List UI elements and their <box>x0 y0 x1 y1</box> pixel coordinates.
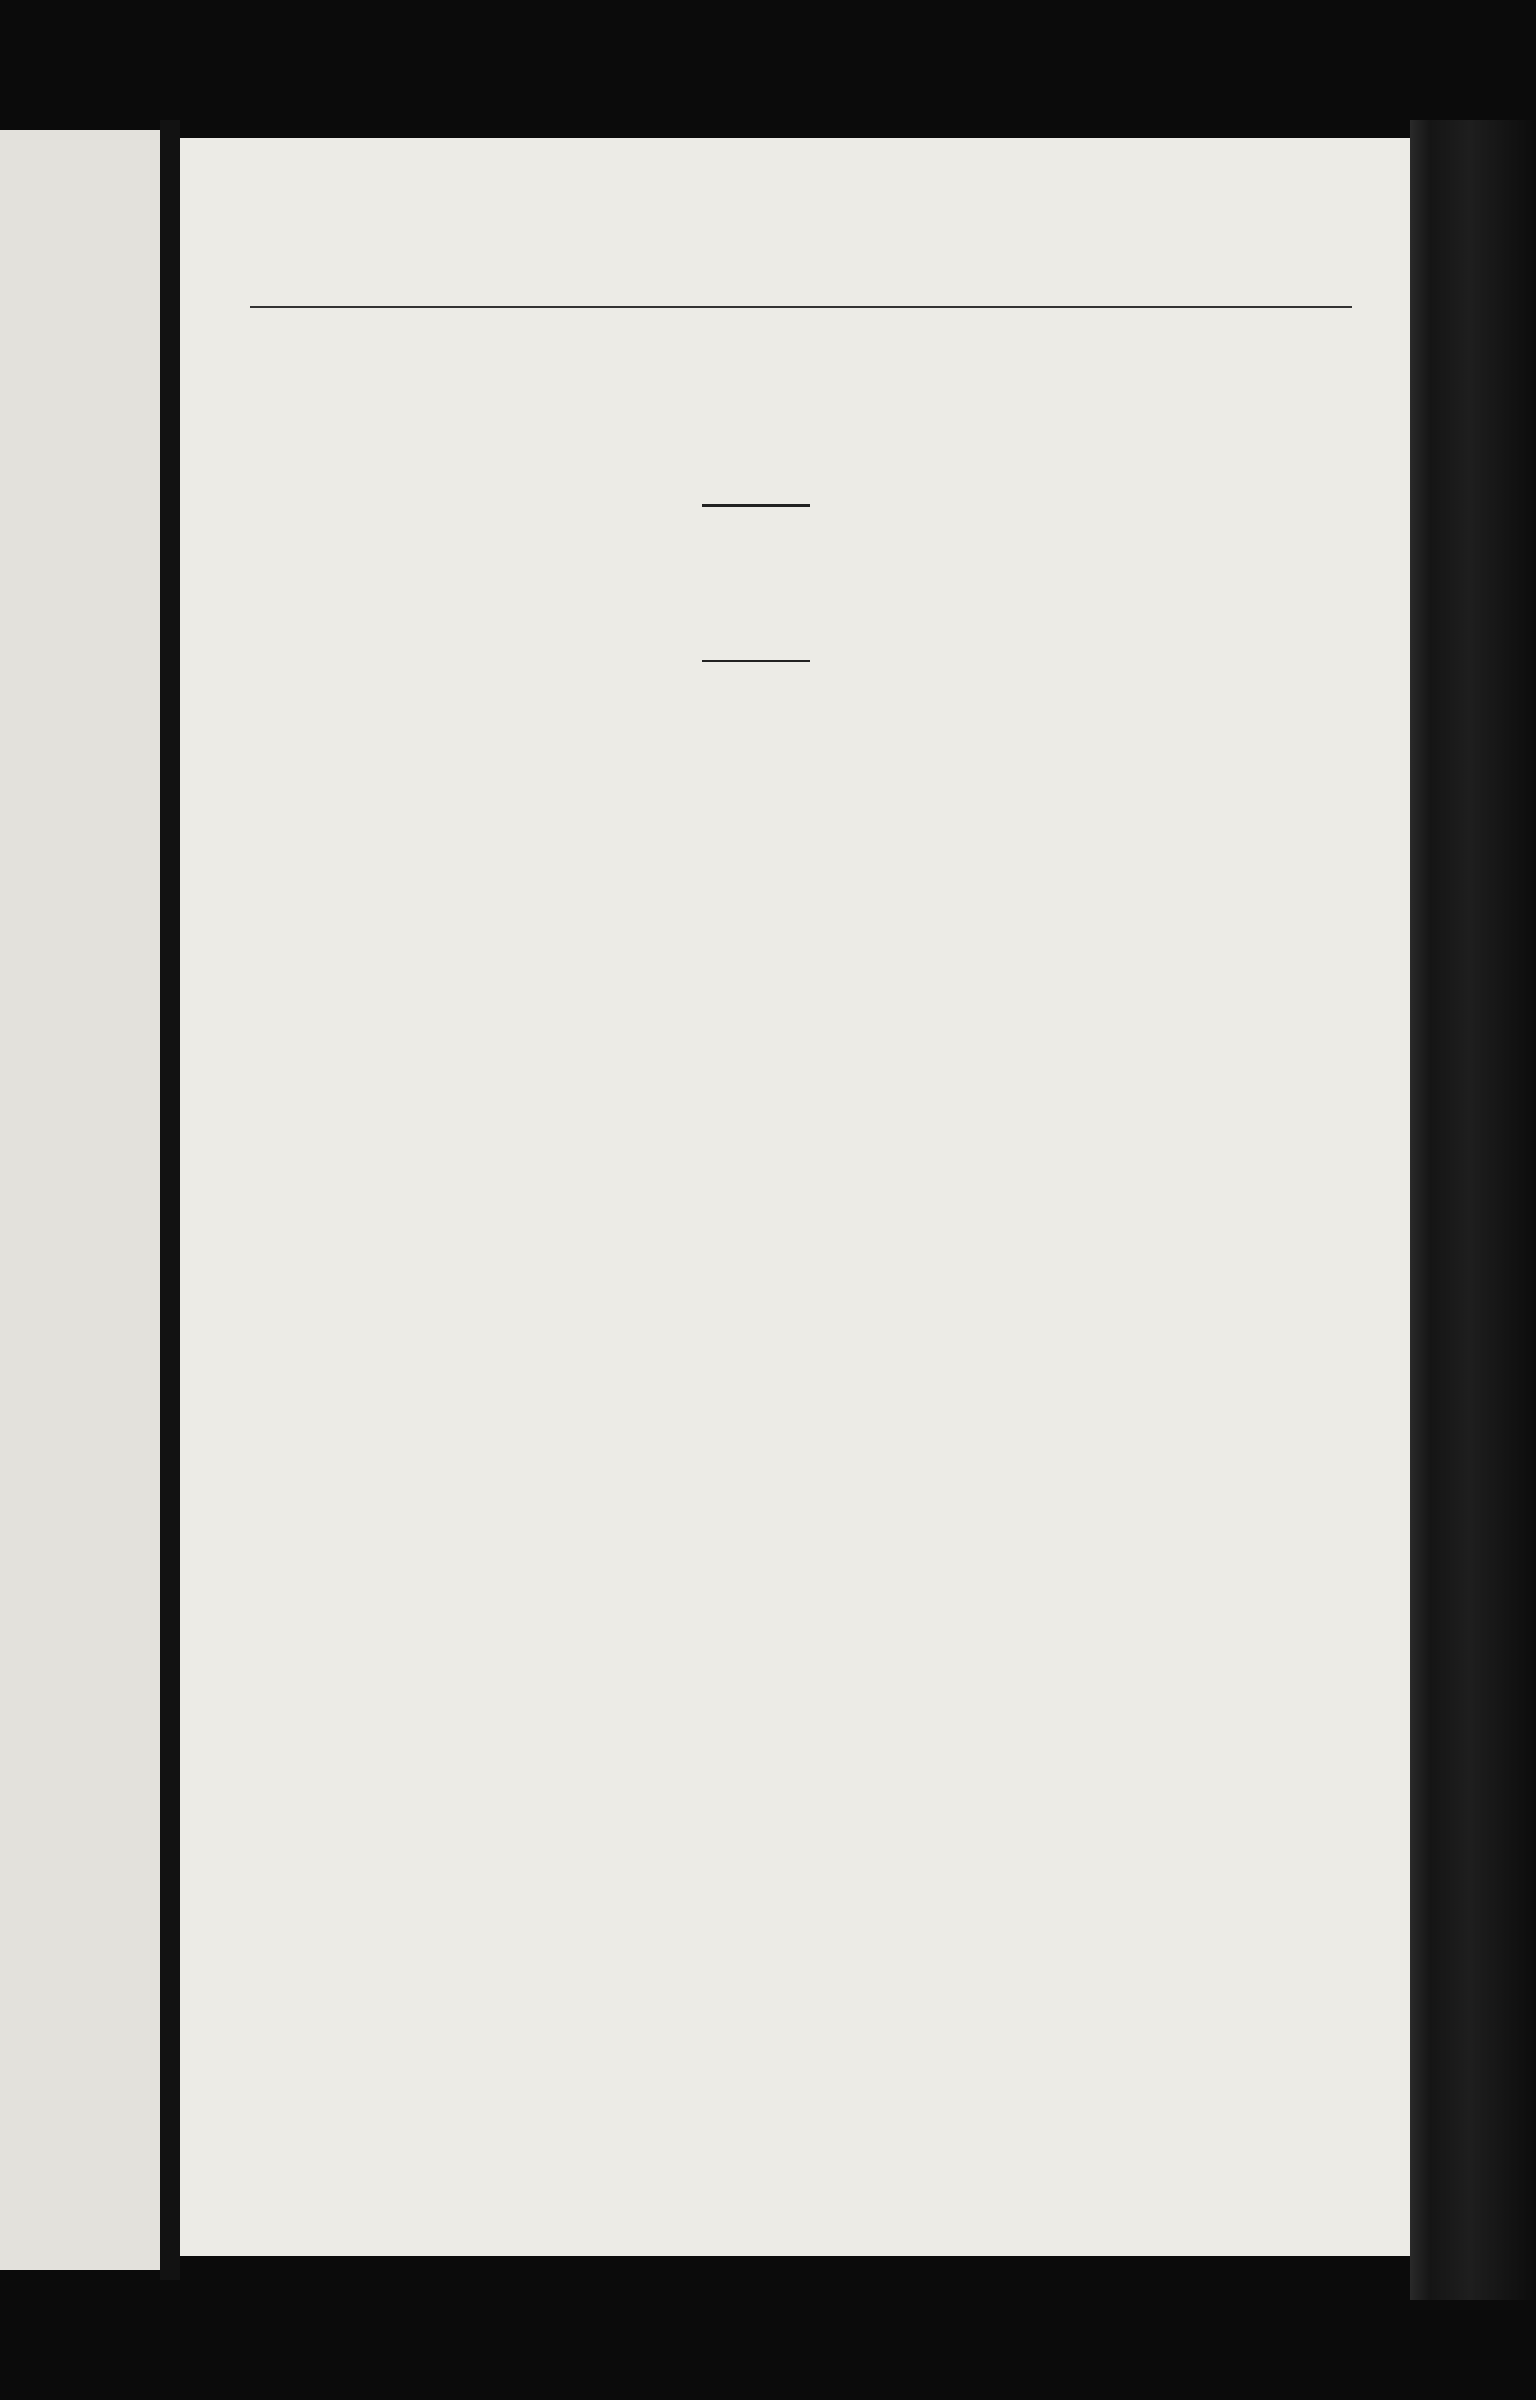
title-rule <box>702 504 810 507</box>
book-page <box>180 138 1410 2256</box>
running-header <box>250 266 1352 308</box>
intro-rule <box>702 660 810 662</box>
book-spine <box>1410 120 1536 2300</box>
page-gutter <box>160 120 180 2280</box>
facing-page-fragment <box>0 130 160 2270</box>
